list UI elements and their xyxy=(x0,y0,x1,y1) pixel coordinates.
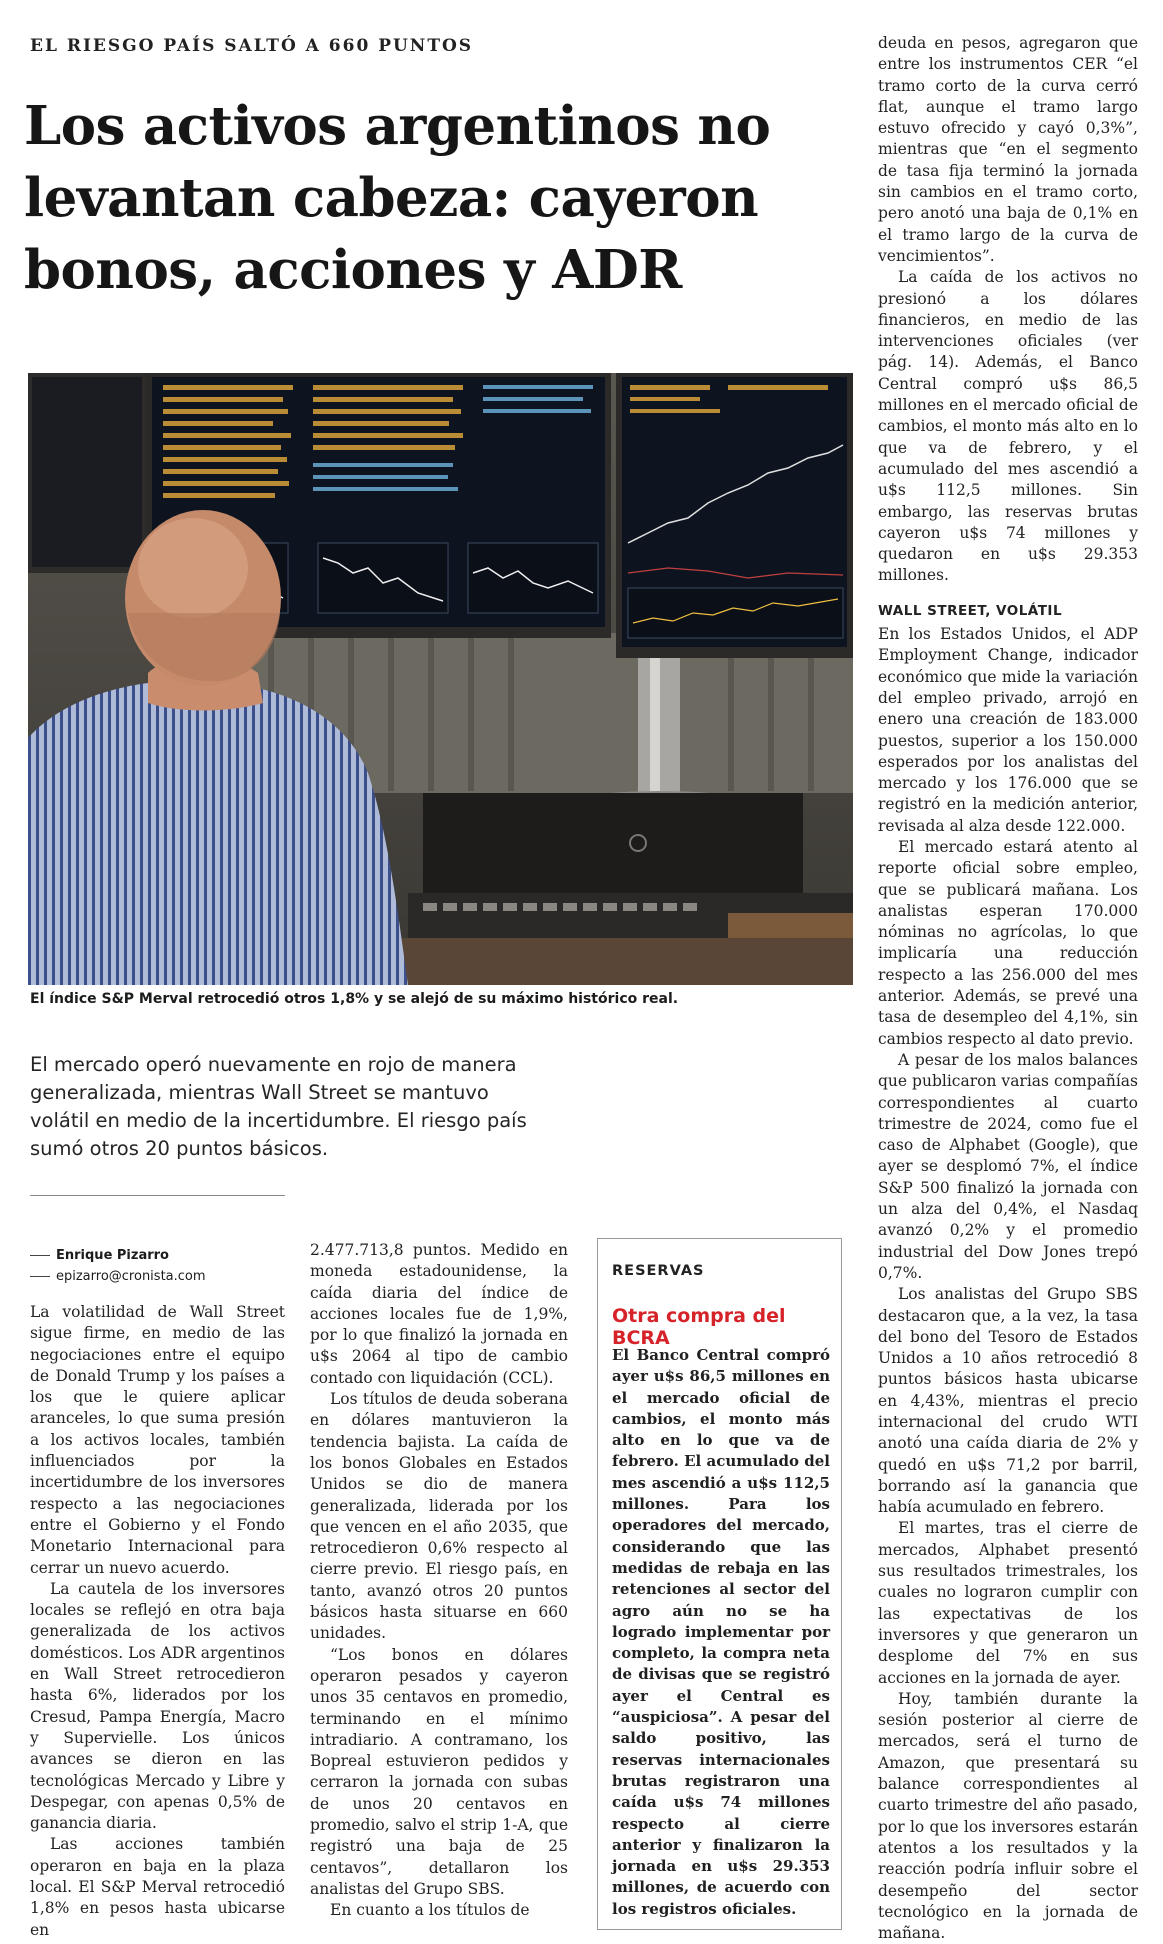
byline-dash xyxy=(30,1276,50,1277)
paragraph: La cautela de los inversores locales se reflejó en otra baja generalizada de los activos domésticos. Los ADR argentinos en Wall Street retrocedieron hasta 6%, liderados por los Cresud, Pampa Energía, Macro y Supervielle. Los únicos avances se dieron en las tecnológicas Mercado y Libre y Despegar, con apenas 0,5% de ganancia diaria. xyxy=(30,1579,285,1833)
author-name: Enrique Pizarro xyxy=(56,1248,169,1263)
trader-screens-illustration xyxy=(28,373,853,985)
paragraph: Las acciones también operaron en baja en la plaza local. El S&P Merval retrocedió 1,8% en pesos hasta ubicarse en xyxy=(30,1835,285,1939)
photo-caption: El índice S&P Merval retrocedió otros 1,8% y se alejó de su máximo histórico real. xyxy=(30,991,679,1007)
sidebar-tag: RESERVAS xyxy=(612,1263,705,1279)
paragraph: 2.477.713,8 puntos. Medido en moneda estadounidense, la caída diaria del índice de acciones locales fue de 1,9%, por lo que finalizó la jornada en u$s 2064 al tipo de cambio contado con liquidación (CCL). xyxy=(310,1241,568,1387)
paragraph: En cuanto a los títulos de xyxy=(330,1901,530,1920)
body-column-2 xyxy=(310,1240,568,1922)
lead-divider xyxy=(30,1195,285,1196)
sidebar-title: Otra compra del BCRA xyxy=(612,1305,786,1349)
paragraph: El mercado estará atento al reporte oficial sobre empleo, que se publicará mañana. Los analistas esperan 170.000 nóminas no agrícolas, lo que implicaría una reducción respecto a las 256.000 del mes anterior. Además, se prevé una tasa de desempleo del 4,1%, sin cambios respecto al dato previo. xyxy=(878,837,1138,1048)
paragraph: La volatilidad de Wall Street sigue firme, en medio de las negociaciones entre el equipo de Donald Trump y los países a los que le quiere aplicar aranceles, lo que suma presión a los activos locales, también influenciados por la incertidumbre de los inversores respecto a las negociaciones entre el Gobierno y el Fondo Monetario Internacional para cerrar un nuevo acuerdo. xyxy=(30,1303,285,1577)
body-column-4 xyxy=(878,33,1138,1944)
sidebar-body: El Banco Central compró ayer u$s 86,5 millones en el mercado oficial de cambios, el monto más alto en lo que va de febrero. El acumulado del mes ascendió a u$s 112,5 millones. Para los operadores del mercado, considerando que las medidas de rebaja en las retenciones al sector del agro aún no se ha logrado implementar por completo, la compra neta de divisas que se registró ayer el Central es “auspiciosa”. A pesar del saldo positivo, las reservas internacionales brutas registraron una caída u$s 74 millones respecto al cierre anterior y finalizaron la jornada en u$s 29.353 millones, de acuerdo con los registros oficiales. xyxy=(612,1346,830,1918)
paragraph: A pesar de los malos balances que publicaron varias compañías correspondientes al cuarto trimestre de 2024, como fue el caso de Alphabet (Google), que ayer se desplomó 7%, el índice S&P 500 finalizó la jornada con un alza del 0,4%, el Nasdaq avanzó 0,2% y el promedio industrial del Dow Jones trepó 0,7%. xyxy=(878,1050,1138,1282)
paragraph: En los Estados Unidos, el ADP Employment Change, indicador económico que mide la variación del empleo privado, arrojó en enero una creación de 183.000 puestos, superior a los 150.000 esperados por los analistas del mercado y los 176.000 que se registró en la medición anterior, revisada al alza desde 122.000. xyxy=(878,625,1138,835)
body-column-1 xyxy=(30,1302,285,1941)
article-headline: Los activos argentinos no levantan cabeza: cayeron bonos, acciones y ADR xyxy=(24,95,771,301)
paragraph: El martes, tras el cierre de mercados, Alphabet presentó sus resultados trimestrales, los cuales no lograron cumplir con las expectativas de los inversores y que generaron un desplome del 7% en sus acciones en la jornada de ayer. xyxy=(878,1519,1138,1687)
paragraph: Los títulos de deuda soberana en dólares mantuvieron la tendencia bajista. La caída de los bonos Globales en Estados Unidos se dio de manera generalizada, liderada por los que vencen en el año 2035, que retrocedieron 0,6% respecto al cierre previo. El riesgo país, en tanto, avanzó otros 20 puntos básicos hasta situarse en 660 unidades. xyxy=(310,1390,568,1643)
paragraph: Hoy, también durante la sesión posterior al cierre de mercados, será el turno de Amazon, que presentará su balance correspondientes al cuarto trimestre del año pasado, por lo que los inversores estarán atentos a los resultados y la reacción podría influir sobre el desempeño del sector tecnológico en la jornada de mañana. xyxy=(878,1689,1138,1943)
author-email[interactable]: epizarro@cronista.com xyxy=(56,1269,206,1284)
article-photo xyxy=(28,373,853,985)
article-lead: El mercado operó nuevamente en rojo de manera generalizada, mientras Wall Street se mantuvo volátil en medio de la incertidumbre. El riesgo país sumó otros 20 puntos básicos. xyxy=(30,1053,527,1160)
paragraph: “Los bonos en dólares operaron pesados y cayeron unos 35 centavos en promedio, terminando en el mínimo intradiario. A contramano, los Bopreal estuvieron pedidos y cerraron la jornada con subas de unos 20 centavos en promedio, salvo el strip 1-A, que registró una baja de 25 centavos”, detallaron los analistas del Grupo SBS. xyxy=(310,1645,568,1898)
section-subhead: WALL STREET, VOLÁTIL xyxy=(878,602,1063,619)
article-kicker: EL RIESGO PAÍS SALTÓ A 660 PUNTOS xyxy=(30,36,474,56)
paragraph: La caída de los activos no presionó a los dólares financieros, en medio de las intervenciones oficiales (ver pág. 14). Además, el Banco Central compró u$s 86,5 millones en el mercado oficial de cambios, el monto más alto en lo que va de febrero, y el acumulado del mes ascendió a u$s 112,5 millones. Sin embargo, las reservas brutas cayeron u$s 74 millones y quedaron en u$s 29.353 millones. xyxy=(878,268,1138,585)
byline xyxy=(30,1245,206,1287)
paragraph: Los analistas del Grupo SBS destacaron que, a la vez, la tasa del bono del Tesoro de Estados Unidos a 10 años retrocedió 8 puntos básicos hasta ubicarse en 4,43%, mientras el precio internacional del crudo WTI anotó una caída diaria de 2% y quedó en u$s 71,2 por barril, borrando así la ganancia que había acumulado en febrero. xyxy=(878,1285,1138,1517)
reservas-sidebar xyxy=(597,1238,842,1930)
byline-dash xyxy=(30,1255,50,1256)
paragraph: deuda en pesos, agregaron que entre los instrumentos CER “el tramo corto de la curva cerró flat, aunque el tramo largo estuvo ofrecido y cayó 0,3%”, mientras que “en el segmento de tasa fija terminó la jornada sin cambios en el tramo corto, pero anotó una baja de 0,1% en el tramo largo de la curva de vencimientos”. xyxy=(878,34,1138,265)
